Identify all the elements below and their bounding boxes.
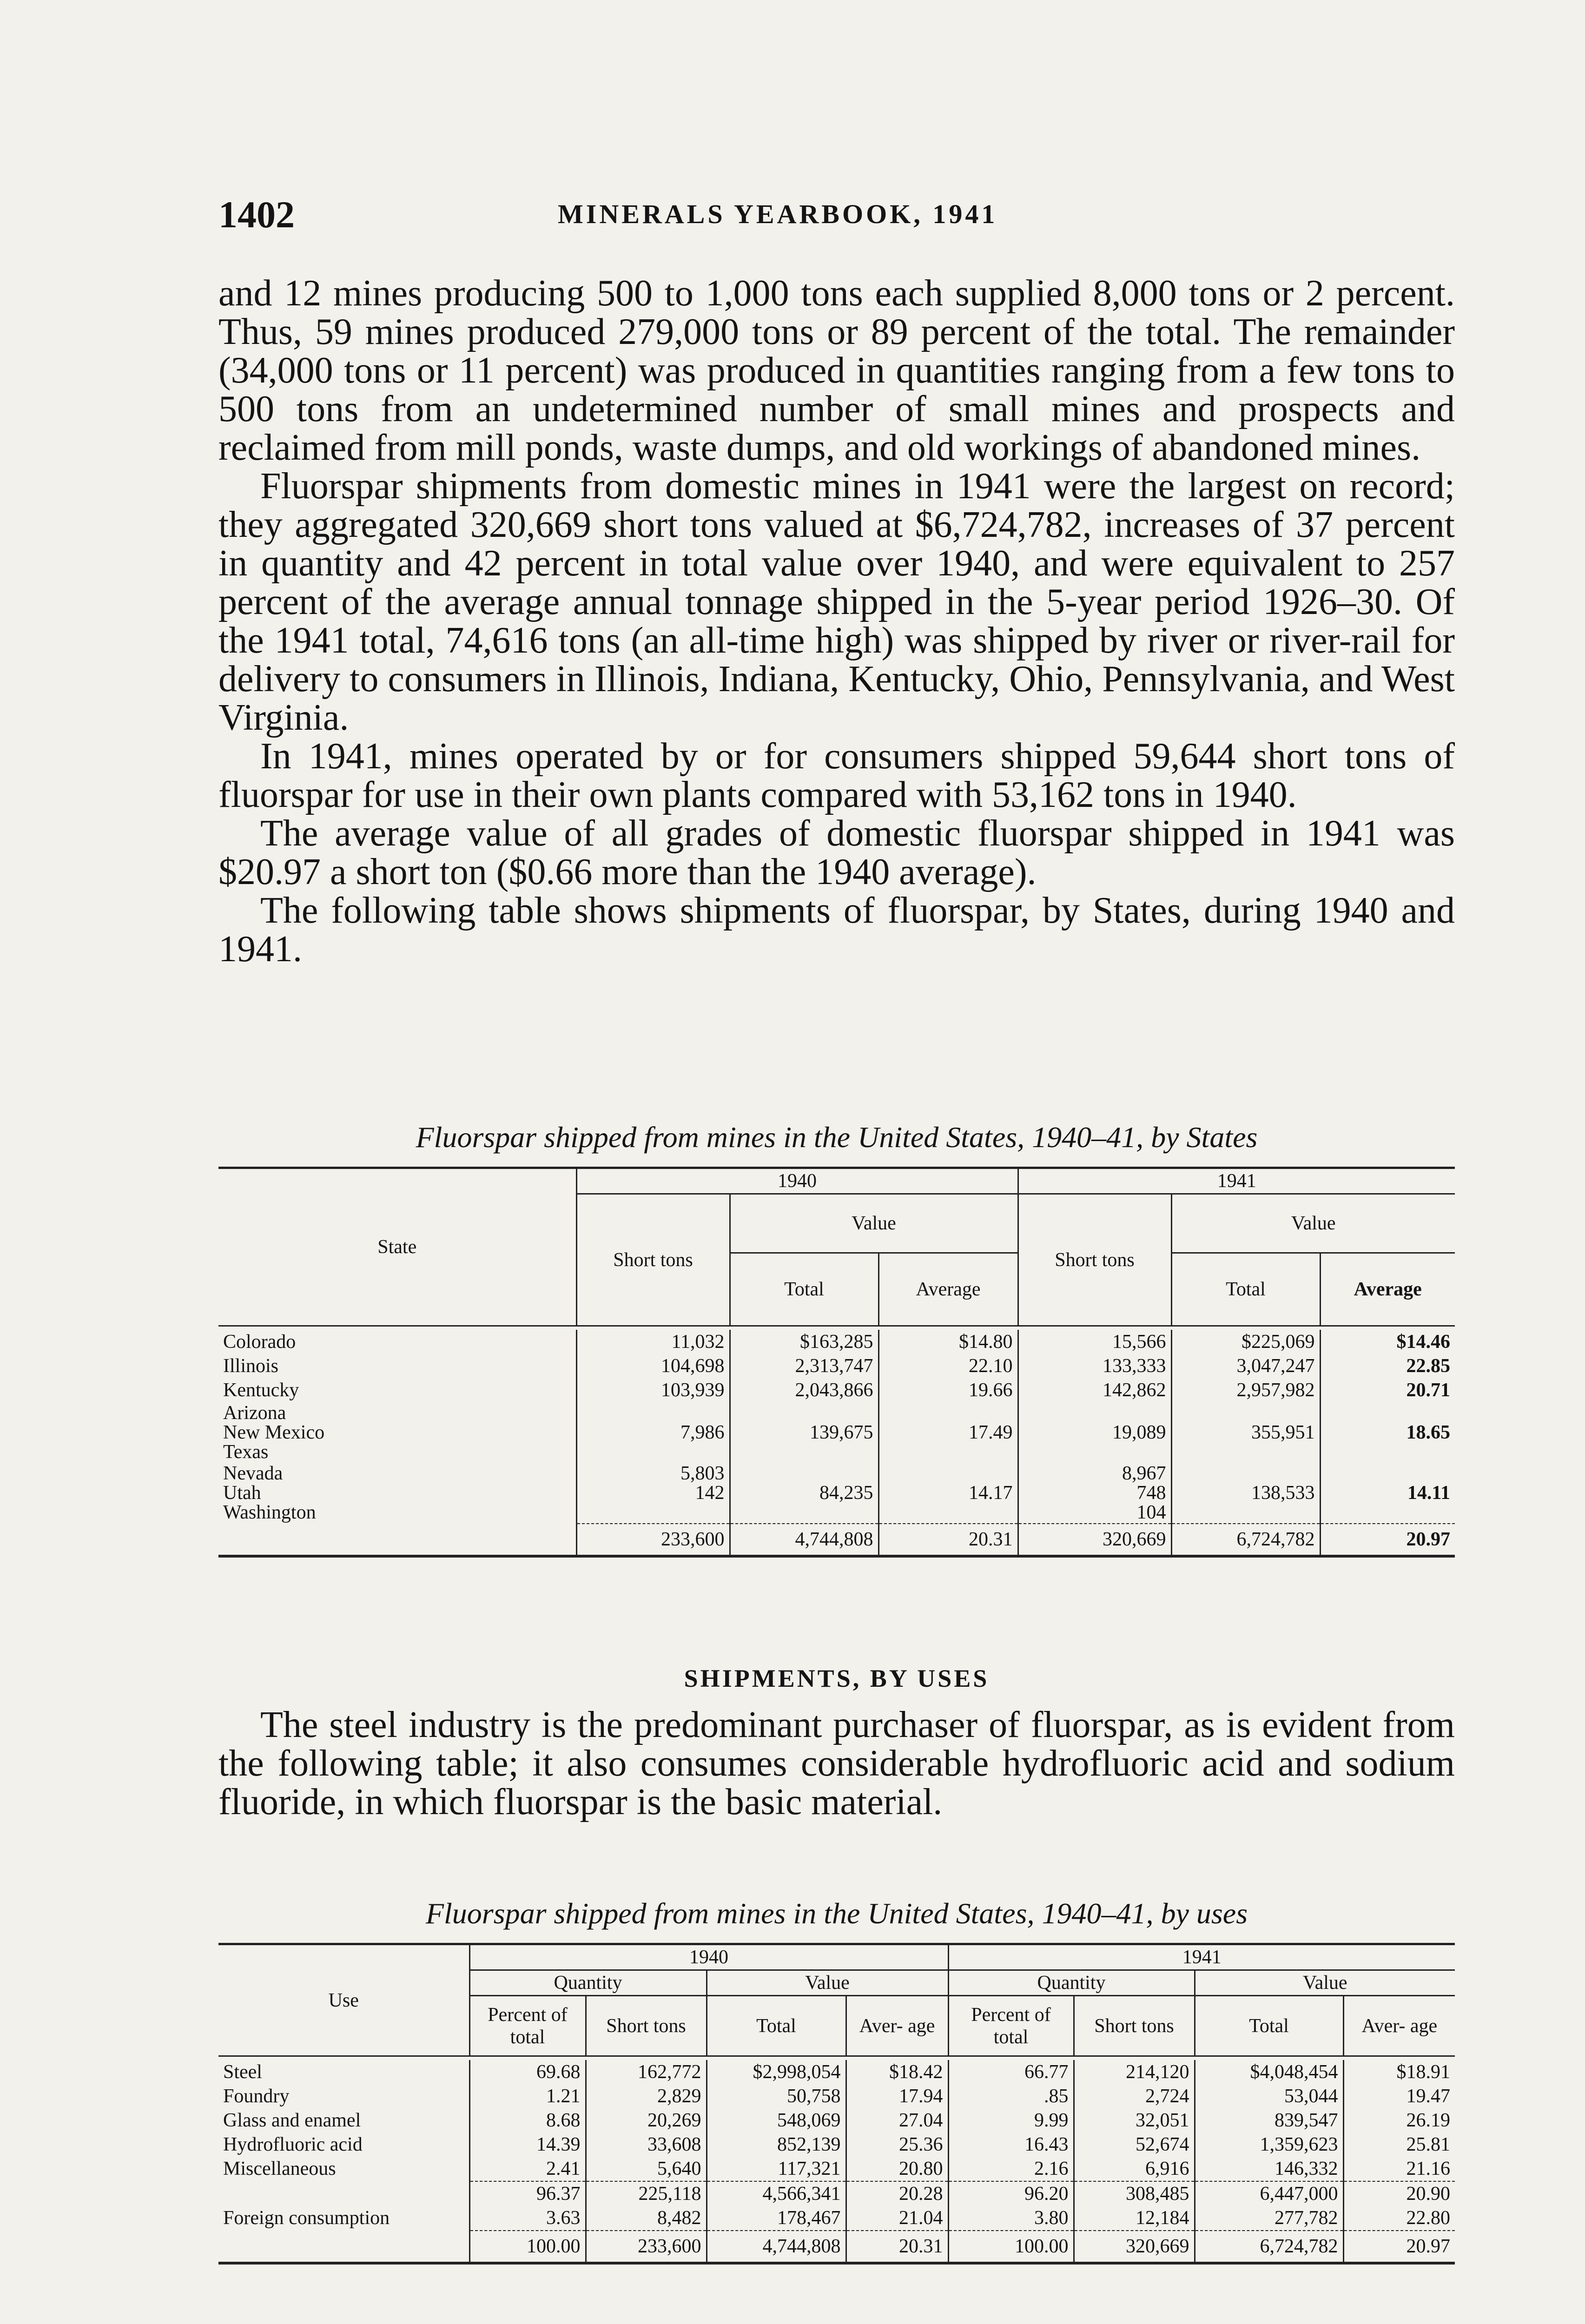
row-state-group xyxy=(218,1402,576,1463)
row-use: Steel xyxy=(223,2061,262,2083)
state-name: Texas xyxy=(223,1441,269,1463)
cell: 8,967 xyxy=(1122,1462,1166,1484)
col-short-tons-1941: Short tons xyxy=(1018,1194,1171,1326)
subtotal-row xyxy=(218,2181,1455,2206)
cell: 3.63 xyxy=(469,2206,586,2231)
cell: 20.80 xyxy=(846,2157,948,2181)
cell: 20.97 xyxy=(1343,2231,1455,2263)
col-short-tons-1941: Short tons xyxy=(1074,1996,1195,2056)
cell: 1,359,623 xyxy=(1195,2133,1343,2157)
body-text-uses xyxy=(218,1706,1455,1822)
cell: 14.39 xyxy=(469,2133,586,2157)
cell: 233,600 xyxy=(586,2231,707,2263)
cell: 19.66 xyxy=(878,1378,1018,1402)
cell: 548,069 xyxy=(707,2108,846,2133)
cell: 214,120 xyxy=(1074,2060,1195,2084)
col-use: Use xyxy=(218,1944,469,2056)
table-by-uses xyxy=(218,1943,1455,2265)
paragraph-uses: The steel industry is the predominant purchaser of fluorspar, as is evident from the following table; it also consumes considerable hydrofluoric acid and sodium fluoride, in which fluorspar is the basic material. xyxy=(218,1704,1455,1822)
col-total-1941: Total xyxy=(1195,1996,1343,2056)
body-text xyxy=(218,274,1455,969)
cell: 96.37 xyxy=(469,2181,586,2206)
state-name: Utah xyxy=(223,1482,261,1504)
row-use: Hydrofluoric acid xyxy=(223,2133,363,2155)
row-state-group xyxy=(218,1463,576,1524)
cell: 19.47 xyxy=(1343,2084,1455,2108)
col-value-1941: Value xyxy=(1195,1970,1455,1996)
cell: 17.49 xyxy=(878,1402,1018,1463)
cell: 96.20 xyxy=(948,2181,1074,2206)
cell: 22.10 xyxy=(878,1354,1018,1378)
cell: 138,533 xyxy=(1171,1463,1320,1524)
cell: 3,047,247 xyxy=(1171,1354,1320,1378)
col-quantity-1941: Quantity xyxy=(948,1970,1195,1996)
cell: 104,698 xyxy=(576,1354,730,1378)
cell: 20.90 xyxy=(1343,2181,1455,2206)
cell: 6,916 xyxy=(1074,2157,1195,2181)
cell: 320,669 xyxy=(1074,2231,1195,2263)
cell: 11,032 xyxy=(576,1330,730,1354)
cell: 2,043,866 xyxy=(730,1378,878,1402)
row-state: Illinois xyxy=(223,1355,279,1377)
running-title: MINERALS YEARBOOK, 1941 xyxy=(558,199,998,229)
foreign-row xyxy=(218,2206,1455,2231)
col-value-1940: Value xyxy=(730,1194,1018,1253)
cell: $18.91 xyxy=(1343,2060,1455,2084)
cell: 104 xyxy=(1136,1501,1166,1523)
cell: 16.43 xyxy=(948,2133,1074,2157)
table-row xyxy=(218,2133,1455,2157)
cell: 50,758 xyxy=(707,2084,846,2108)
cell: 15,566 xyxy=(1018,1330,1171,1354)
col-total-1940: Total xyxy=(730,1253,878,1326)
row-state: Colorado xyxy=(223,1331,296,1353)
row-state: Kentucky xyxy=(223,1379,299,1401)
col-average-1941: Average xyxy=(1320,1253,1455,1326)
cell: 100.00 xyxy=(469,2231,586,2263)
cell: 748 xyxy=(1136,1482,1166,1504)
paragraph-1: and 12 mines producing 500 to 1,000 tons each supplied 8,000 tons or 2 percent. Thus, 59 mines produced 279,000 tons or 89 percent of the total. The remainder (34,000 tons or 11 percent) was produced in quantities ranging from a few tons to 500 tons from an undetermined number of small mines and prospects and reclaimed from mill ponds, waste dumps, and old workings of abandoned mines. xyxy=(218,273,1455,468)
cell: 2,829 xyxy=(586,2084,707,2108)
cell: 2.16 xyxy=(948,2157,1074,2181)
col-value-1940: Value xyxy=(707,1970,948,1996)
table-row xyxy=(218,2108,1455,2133)
cell: 5,640 xyxy=(586,2157,707,2181)
table1-caption: Fluorspar shipped from mines in the United States, 1940–41, by States xyxy=(416,1121,1258,1154)
cell: 355,951 xyxy=(1171,1402,1320,1463)
cell: 22.80 xyxy=(1343,2206,1455,2231)
cell: 100.00 xyxy=(948,2231,1074,2263)
cell: 4,566,341 xyxy=(707,2181,846,2206)
col-short-tons-1940: Short tons xyxy=(586,1996,707,2056)
cell: 233,600 xyxy=(576,1524,730,1556)
col-percent-1941: Percent of total xyxy=(948,1996,1074,2056)
col-percent-1940: Percent of total xyxy=(469,1996,586,2056)
cell: 142,862 xyxy=(1018,1378,1171,1402)
col-1940: 1940 xyxy=(469,1944,948,1970)
col-1941: 1941 xyxy=(1018,1168,1455,1194)
table-row xyxy=(218,1354,1455,1378)
state-name: Arizona xyxy=(223,1402,286,1424)
cell: 133,333 xyxy=(1018,1354,1171,1378)
row-use: Foreign consumption xyxy=(223,2207,390,2229)
col-state: State xyxy=(218,1168,576,1326)
page-number: 1402 xyxy=(218,193,295,236)
col-1940: 1940 xyxy=(576,1168,1018,1194)
paragraph-2: Fluorspar shipments from domestic mines in 1941 were the largest on record; they aggregated 320,669 short tons valued at $6,724,782, increases of 37 percent in quantity and 42 percent in total value over 1940, and were equivalent to 257 percent of the average annual tonnage shipped in the 5-year period 1926–30. Of the 1941 total, 74,616 tons (an all-time high) was shipped by river or river-rail for delivery to consumers in Illinois, Indiana, Kentucky, Ohio, Pennsylvania, and West Virginia. xyxy=(218,466,1455,738)
col-1941: 1941 xyxy=(948,1944,1455,1970)
cell: 18.65 xyxy=(1320,1402,1455,1463)
cell: 308,485 xyxy=(1074,2181,1195,2206)
cell: 4,744,808 xyxy=(707,2231,846,2263)
table-by-states xyxy=(218,1167,1455,1558)
col-average-1941: Aver- age xyxy=(1343,1996,1455,2056)
cell: 27.04 xyxy=(846,2108,948,2133)
cell: 20,269 xyxy=(586,2108,707,2133)
page-header xyxy=(218,193,1455,235)
cell: 8,482 xyxy=(586,2206,707,2231)
cell: 6,724,782 xyxy=(1195,2231,1343,2263)
cell: 66.77 xyxy=(948,2060,1074,2084)
cell: 32,051 xyxy=(1074,2108,1195,2133)
cell: 225,118 xyxy=(586,2181,707,2206)
table2-caption: Fluorspar shipped from mines in the United States, 1940–41, by uses xyxy=(425,1897,1248,1930)
col-total-1940: Total xyxy=(707,1996,846,2056)
row-use: Glass and enamel xyxy=(223,2109,361,2131)
cell: 103,939 xyxy=(576,1378,730,1402)
state-name: Washington xyxy=(223,1502,316,1523)
cell: 20.31 xyxy=(878,1524,1018,1556)
col-short-tons-1940: Short tons xyxy=(576,1194,730,1326)
row-use: Foundry xyxy=(223,2085,290,2107)
col-average-1940: Aver- age xyxy=(846,1996,948,2056)
cell: 25.36 xyxy=(846,2133,948,2157)
state-name: New Mexico xyxy=(223,1421,325,1443)
total-row xyxy=(218,2231,1455,2263)
cell: 320,669 xyxy=(1018,1524,1171,1556)
cell: 1.21 xyxy=(469,2084,586,2108)
cell: 14.11 xyxy=(1320,1463,1455,1524)
cell: 7,986 xyxy=(576,1402,730,1463)
col-quantity-1940: Quantity xyxy=(469,1970,707,1996)
cell: 4,744,808 xyxy=(730,1524,878,1556)
table-row xyxy=(218,2060,1455,2084)
table-row xyxy=(218,2157,1455,2181)
cell: 21.04 xyxy=(846,2206,948,2231)
section-title: SHIPMENTS, BY USES xyxy=(684,1664,990,1692)
paragraph-4: The average value of all grades of domestic fluorspar shipped in 1941 was $20.97 a short ton ($0.66 more than the 1940 average). xyxy=(218,813,1455,892)
cell: 2,724 xyxy=(1074,2084,1195,2108)
cell: 6,447,000 xyxy=(1195,2181,1343,2206)
cell: 839,547 xyxy=(1195,2108,1343,2133)
cell: $18.42 xyxy=(846,2060,948,2084)
cell: $2,998,054 xyxy=(707,2060,846,2084)
cell: 84,235 xyxy=(730,1463,878,1524)
cell: 33,608 xyxy=(586,2133,707,2157)
cell: 20.97 xyxy=(1320,1524,1455,1556)
cell: 139,675 xyxy=(730,1402,878,1463)
cell: $4,048,454 xyxy=(1195,2060,1343,2084)
cell: 69.68 xyxy=(469,2060,586,2084)
cell: 14.17 xyxy=(878,1463,1018,1524)
table-row xyxy=(218,1378,1455,1402)
col-value-1941: Value xyxy=(1171,1194,1455,1253)
cell: 20.31 xyxy=(846,2231,948,2263)
cell: 2,313,747 xyxy=(730,1354,878,1378)
cell: 26.19 xyxy=(1343,2108,1455,2133)
cell: 2,957,982 xyxy=(1171,1378,1320,1402)
cell: 8.68 xyxy=(469,2108,586,2133)
cell: 178,467 xyxy=(707,2206,846,2231)
cell: 19,089 xyxy=(1018,1402,1171,1463)
cell: 21.16 xyxy=(1343,2157,1455,2181)
col-total-1941: Total xyxy=(1171,1253,1320,1326)
cell: 25.81 xyxy=(1343,2133,1455,2157)
cell: 17.94 xyxy=(846,2084,948,2108)
cell: 20.28 xyxy=(846,2181,948,2206)
state-name: Nevada xyxy=(223,1463,283,1484)
paragraph-5: The following table shows shipments of fluorspar, by States, during 1940 and 1941. xyxy=(218,890,1455,970)
cell: 117,321 xyxy=(707,2157,846,2181)
cell: 6,724,782 xyxy=(1171,1524,1320,1556)
cell: $163,285 xyxy=(730,1330,878,1354)
table-row xyxy=(218,1463,1455,1524)
cell-group xyxy=(1018,1463,1171,1524)
row-use: Miscellaneous xyxy=(223,2158,336,2179)
cell: 3.80 xyxy=(948,2206,1074,2231)
total-row xyxy=(218,1524,1455,1556)
cell: 53,044 xyxy=(1195,2084,1343,2108)
paragraph-3: In 1941, mines operated by or for consumers shipped 59,644 short tons of fluorspar for use in their own plants compared with 53,162 tons in 1940. xyxy=(218,736,1455,815)
cell: 852,139 xyxy=(707,2133,846,2157)
cell: 162,772 xyxy=(586,2060,707,2084)
cell: 9.99 xyxy=(948,2108,1074,2133)
cell: $14.46 xyxy=(1320,1330,1455,1354)
cell: $225,069 xyxy=(1171,1330,1320,1354)
col-average-1940: Average xyxy=(878,1253,1018,1326)
cell: .85 xyxy=(948,2084,1074,2108)
table-row xyxy=(218,1330,1455,1354)
cell: 146,332 xyxy=(1195,2157,1343,2181)
table-row xyxy=(218,1402,1455,1463)
cell: 12,184 xyxy=(1074,2206,1195,2231)
cell: 2.41 xyxy=(469,2157,586,2181)
cell: 5,803 xyxy=(680,1462,725,1484)
cell-group xyxy=(576,1463,730,1524)
cell: 277,782 xyxy=(1195,2206,1343,2231)
cell: $14.80 xyxy=(878,1330,1018,1354)
table-row xyxy=(218,2084,1455,2108)
cell: 22.85 xyxy=(1320,1354,1455,1378)
cell: 52,674 xyxy=(1074,2133,1195,2157)
cell: 20.71 xyxy=(1320,1378,1455,1402)
cell: 142 xyxy=(695,1482,725,1504)
